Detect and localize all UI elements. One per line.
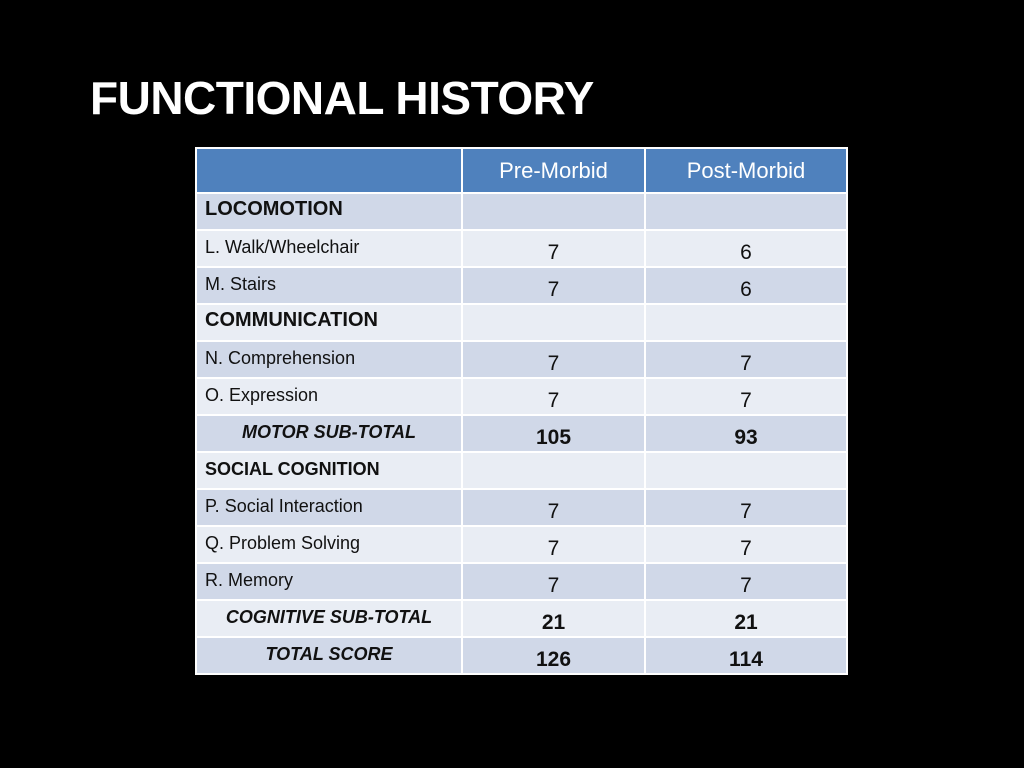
- table-header-row: [196, 148, 847, 193]
- pre-morbid-value: 7: [462, 341, 645, 378]
- table-row: [196, 489, 847, 526]
- pre-morbid-value: 7: [462, 526, 645, 563]
- header-pre-morbid: Pre-Morbid: [462, 148, 645, 193]
- row-label: L. Walk/Wheelchair: [196, 230, 462, 267]
- pre-morbid-value: 7: [462, 489, 645, 526]
- post-morbid-value: 6: [645, 267, 847, 304]
- row-label: R. Memory: [196, 563, 462, 600]
- post-morbid-value: 7: [645, 489, 847, 526]
- table-row: [196, 415, 847, 452]
- post-morbid-value: 114: [645, 637, 847, 674]
- post-morbid-value: [645, 193, 847, 230]
- table-row: [196, 526, 847, 563]
- pre-morbid-value: [462, 193, 645, 230]
- pre-morbid-value: 7: [462, 563, 645, 600]
- table-row: [196, 267, 847, 304]
- header-blank-cell: [196, 148, 462, 193]
- post-morbid-value: 6: [645, 230, 847, 267]
- pre-morbid-value: 126: [462, 637, 645, 674]
- row-label: Q. Problem Solving: [196, 526, 462, 563]
- row-label: LOCOMOTION: [196, 193, 462, 230]
- pre-morbid-value: 21: [462, 600, 645, 637]
- slide-title: FUNCTIONAL HISTORY: [90, 72, 594, 124]
- post-morbid-value: [645, 304, 847, 341]
- post-morbid-value: 7: [645, 563, 847, 600]
- table-row: [196, 600, 847, 637]
- table-row: [196, 341, 847, 378]
- table-row: [196, 378, 847, 415]
- post-morbid-value: 21: [645, 600, 847, 637]
- row-label: O. Expression: [196, 378, 462, 415]
- table-row: [196, 563, 847, 600]
- table-row: [196, 230, 847, 267]
- pre-morbid-value: 7: [462, 267, 645, 304]
- row-label: COMMUNICATION: [196, 304, 462, 341]
- row-label: TOTAL SCORE: [196, 637, 462, 674]
- table-row: [196, 637, 847, 674]
- post-morbid-value: 7: [645, 378, 847, 415]
- pre-morbid-value: 105: [462, 415, 645, 452]
- pre-morbid-value: [462, 452, 645, 489]
- post-morbid-value: 93: [645, 415, 847, 452]
- header-post-morbid: Post-Morbid: [645, 148, 847, 193]
- functional-history-table: [195, 147, 848, 675]
- row-label: SOCIAL COGNITION: [196, 452, 462, 489]
- pre-morbid-value: [462, 304, 645, 341]
- row-label: N. Comprehension: [196, 341, 462, 378]
- row-label: P. Social Interaction: [196, 489, 462, 526]
- table-body: [196, 193, 847, 674]
- pre-morbid-value: 7: [462, 230, 645, 267]
- table-row: [196, 452, 847, 489]
- table-row: [196, 304, 847, 341]
- row-label: COGNITIVE SUB-TOTAL: [196, 600, 462, 637]
- row-label: MOTOR SUB-TOTAL: [196, 415, 462, 452]
- pre-morbid-value: 7: [462, 378, 645, 415]
- post-morbid-value: 7: [645, 526, 847, 563]
- post-morbid-value: [645, 452, 847, 489]
- post-morbid-value: 7: [645, 341, 847, 378]
- row-label: M. Stairs: [196, 267, 462, 304]
- table-row: [196, 193, 847, 230]
